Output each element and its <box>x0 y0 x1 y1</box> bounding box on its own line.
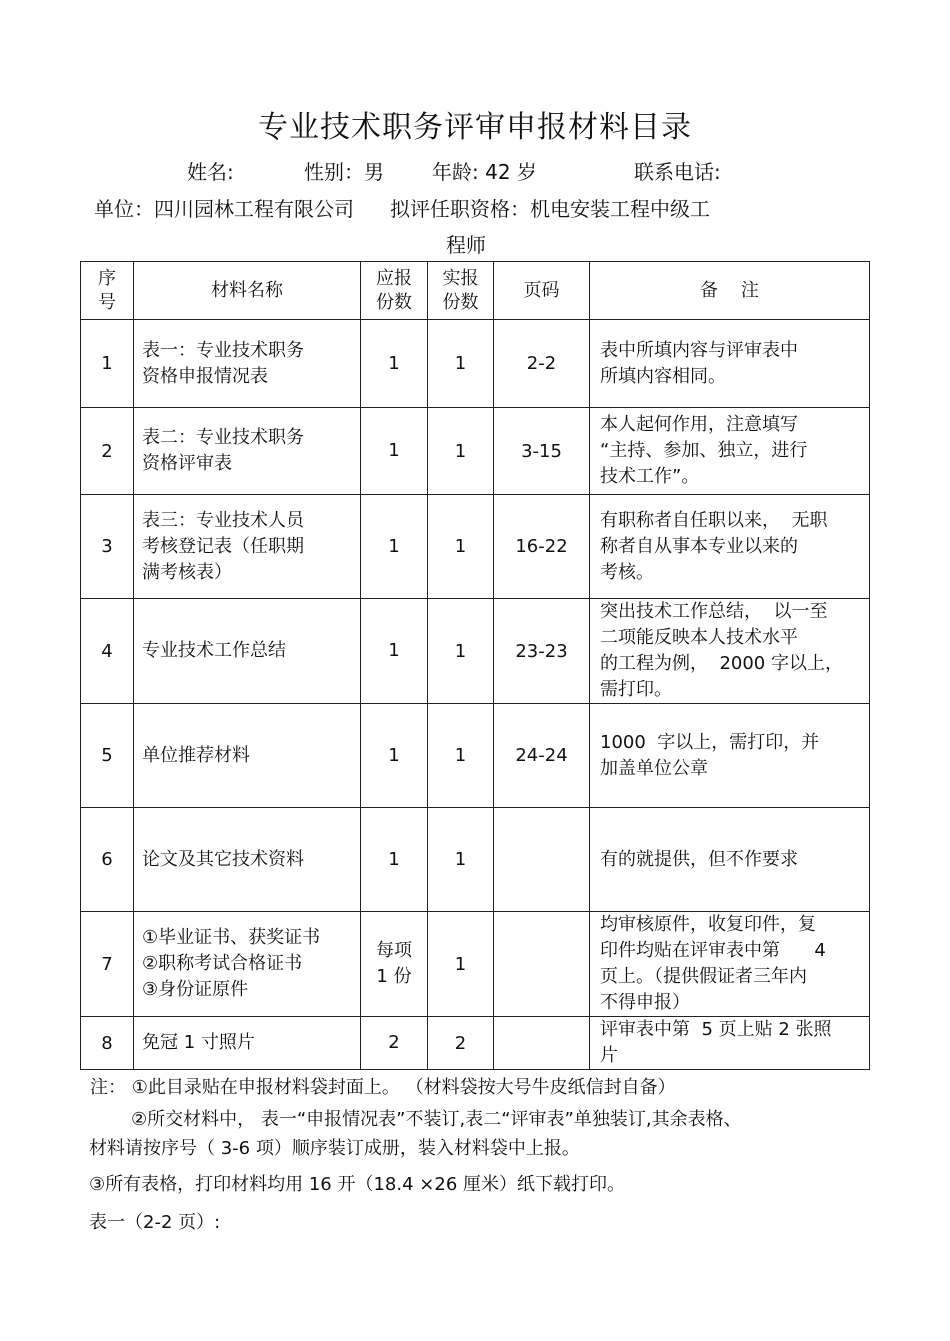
row-pages: 24-24 <box>494 704 590 808</box>
header-text: 实报 <box>442 267 479 289</box>
material-name-line: 资格评审表 <box>142 453 232 474</box>
qualification-continued: 程师 <box>446 233 486 257</box>
should-copies-line: 1 <box>388 440 400 461</box>
note-line: 有职称者自任职以来， 无职 <box>600 509 828 531</box>
material-name-line: 表二：专业技术职务 <box>142 427 304 448</box>
should-copies-line: 1 份 <box>376 966 412 987</box>
row-material-name <box>134 320 361 408</box>
material-name-line: 考核登记表（任职期 <box>142 535 304 557</box>
row-actual-copies: 1 <box>428 320 494 408</box>
row-note <box>590 808 870 912</box>
header-seq <box>81 262 134 320</box>
table-row <box>81 495 870 599</box>
name-label: 姓名: <box>187 160 234 184</box>
row-pages <box>494 1017 590 1070</box>
row-note <box>590 1017 870 1070</box>
note-line: 技术工作”。 <box>600 466 700 487</box>
header-should-copies <box>361 262 428 320</box>
row-actual-copies: 2 <box>428 1017 494 1070</box>
row-pages: 16-22 <box>494 495 590 599</box>
row-material-name <box>134 599 361 704</box>
note-line: 加盖单位公章 <box>600 757 708 779</box>
note-line: 评审表中第 5 页上贴 2 张照 <box>600 1019 832 1040</box>
qualification-field: 拟评任职资格：机电安装工程中级工 <box>390 197 710 221</box>
note-line: 片 <box>600 1045 618 1066</box>
row-actual-copies: 1 <box>428 808 494 912</box>
row-actual-copies: 1 <box>428 704 494 808</box>
note-line: 考核。 <box>600 561 654 583</box>
header-text: 应报 <box>376 267 412 289</box>
row-material-name <box>134 495 361 599</box>
table-row <box>81 912 870 1017</box>
row-actual-copies: 1 <box>428 408 494 495</box>
row-should-copies <box>361 408 428 495</box>
table-row <box>81 704 870 808</box>
header-text: 份数 <box>376 291 412 313</box>
material-name-line: 专业技术工作总结 <box>142 640 286 661</box>
material-name-line: 表一：专业技术职务 <box>142 339 304 361</box>
row-note <box>590 408 870 495</box>
note-line: 称者自从事本专业以来的 <box>600 535 798 557</box>
age-field: 年龄: 42 岁 <box>432 160 537 184</box>
material-name-line: 免冠 1 寸照片 <box>142 1032 255 1053</box>
row-note <box>590 495 870 599</box>
note-line: 所填内容相同。 <box>600 365 726 387</box>
material-name-line: ②职称考试合格证书 <box>142 953 303 974</box>
header-actual-copies <box>428 262 494 320</box>
note-line: 突出技术工作总结， 以一至 <box>600 601 828 622</box>
should-copies-line: 每项 <box>376 940 412 961</box>
note-line: 表中所填内容与评审表中 <box>600 339 798 361</box>
row-note <box>590 599 870 704</box>
row-note <box>590 704 870 808</box>
header-notes: 备 注 <box>590 262 870 320</box>
note-line: 二项能反映本人技术水平 <box>600 627 798 648</box>
row-seq: 3 <box>81 495 134 599</box>
note-line: 页上。（提供假证者三年内 <box>600 966 807 987</box>
header-pages: 页码 <box>494 262 590 320</box>
row-should-copies <box>361 599 428 704</box>
note-4: ③所有表格，打印材料均用 16 开（18.4 ×26 厘米）纸下载打印。 <box>89 1174 625 1195</box>
material-name-line: 论文及其它技术资料 <box>142 848 304 870</box>
row-seq: 4 <box>81 599 134 704</box>
material-name-line: 资格申报情况表 <box>142 365 268 387</box>
table-row <box>81 320 870 408</box>
row-material-name <box>134 1017 361 1070</box>
note-line: 不得申报） <box>600 992 690 1013</box>
row-should-copies <box>361 704 428 808</box>
row-pages: 2-2 <box>494 320 590 408</box>
should-copies-line: 2 <box>388 1032 400 1053</box>
table-header-row <box>81 262 870 320</box>
row-seq: 8 <box>81 1017 134 1070</box>
row-pages: 23-23 <box>494 599 590 704</box>
should-copies-line: 1 <box>388 848 400 870</box>
unit-qualification-line <box>94 193 710 222</box>
phone-label: 联系电话: <box>634 160 721 184</box>
row-material-name <box>134 912 361 1017</box>
note-3: 材料请按序号（ 3-6 项）顺序装订成册，装入材料袋中上报。 <box>89 1138 580 1159</box>
row-seq: 5 <box>81 704 134 808</box>
note-line: 均审核原件，收复印件，复 <box>600 914 816 935</box>
note-line: 本人起何作用，注意填写 <box>600 414 798 435</box>
should-copies-line: 1 <box>388 640 400 661</box>
row-material-name <box>134 408 361 495</box>
header-text: 序 <box>98 267 116 289</box>
table-row <box>81 408 870 495</box>
header-text: 份数 <box>442 291 479 313</box>
note-1: 注： ①此目录贴在申报材料袋封面上。 （材料袋按大号牛皮纸信封自备） <box>90 1077 676 1098</box>
note-line: 需打印。 <box>600 679 672 700</box>
row-should-copies <box>361 320 428 408</box>
row-pages: 3-15 <box>494 408 590 495</box>
material-name-line: 单位推荐材料 <box>142 744 250 766</box>
header-text: 号 <box>98 291 116 313</box>
row-seq: 1 <box>81 320 134 408</box>
material-name-line: ①毕业证书、获奖证书 <box>142 927 321 948</box>
row-seq: 6 <box>81 808 134 912</box>
row-seq: 7 <box>81 912 134 1017</box>
materials-table <box>80 261 870 1070</box>
should-copies-line: 1 <box>388 535 400 557</box>
row-actual-copies: 1 <box>428 599 494 704</box>
row-pages <box>494 912 590 1017</box>
should-copies-line: 1 <box>388 352 400 374</box>
note-line: 有的就提供，但不作要求 <box>600 848 798 870</box>
page-title: 专业技术职务评审申报材料目录 <box>258 110 692 145</box>
material-name-line: ③身份证原件 <box>142 979 249 1000</box>
note-5: 表一（2-2 页）: <box>89 1212 221 1233</box>
row-note <box>590 320 870 408</box>
row-should-copies <box>361 808 428 912</box>
table-row <box>81 599 870 704</box>
material-name-line: 满考核表） <box>142 561 232 583</box>
note-2: ②所交材料中， 表一“申报情况表”不装订,表二“评审表”单独装订,其余表格、 <box>131 1109 742 1130</box>
row-pages <box>494 808 590 912</box>
row-should-copies <box>361 1017 428 1070</box>
table-row <box>81 1017 870 1070</box>
note-line: “主持、参加、独立，进行 <box>600 440 808 461</box>
table-row <box>81 808 870 912</box>
note-line: 1000 字以上，需打印，并 <box>600 731 820 753</box>
row-should-copies <box>361 912 428 1017</box>
header-material-name: 材料名称 <box>134 262 361 320</box>
row-material-name <box>134 704 361 808</box>
row-material-name <box>134 808 361 912</box>
should-copies-line: 1 <box>388 744 400 766</box>
note-line: 印件均贴在评审表中第 4 <box>600 940 826 961</box>
row-note <box>590 912 870 1017</box>
row-actual-copies: 1 <box>428 912 494 1017</box>
note-line: 的工程为例， 2000 字以上， <box>600 653 843 674</box>
gender-field: 性别：男 <box>304 160 384 184</box>
unit-field: 单位：四川园林工程有限公司 <box>94 197 354 221</box>
row-should-copies <box>361 495 428 599</box>
material-name-line: 表三：专业技术人员 <box>142 509 304 531</box>
row-seq: 2 <box>81 408 134 495</box>
row-actual-copies: 1 <box>428 495 494 599</box>
